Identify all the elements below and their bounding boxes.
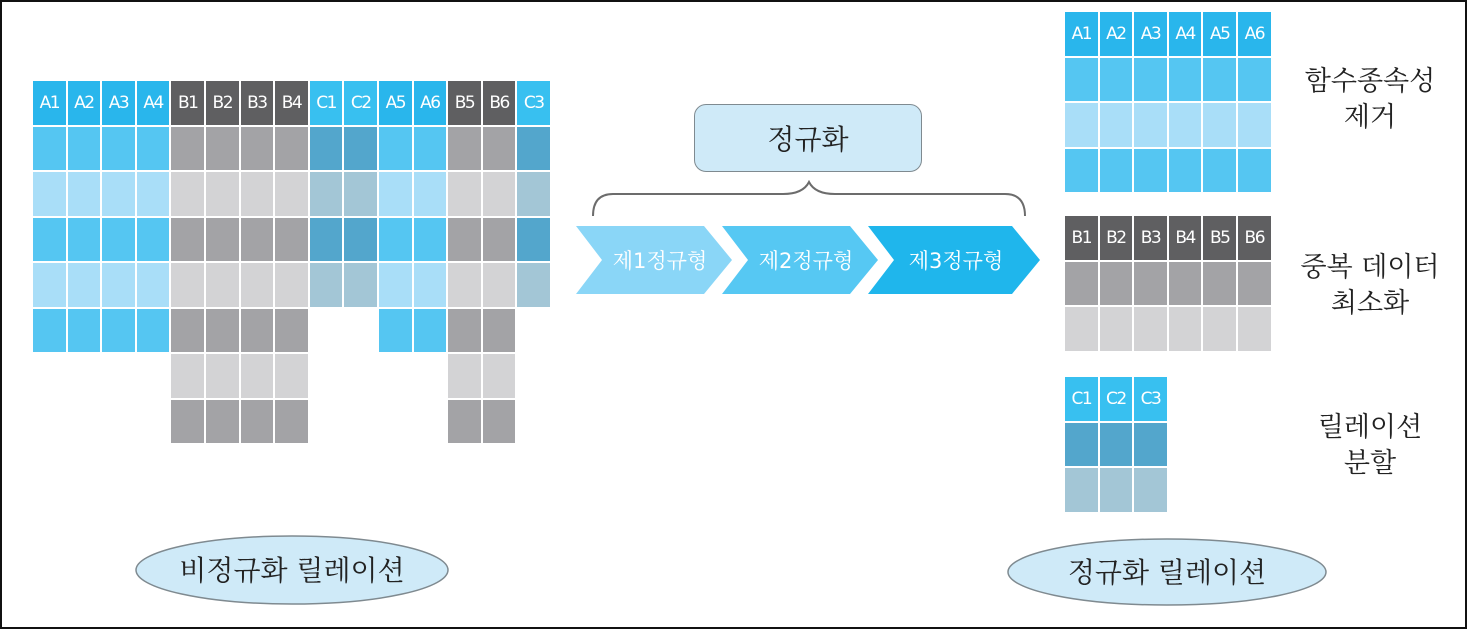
data-cell-a3-row-3 <box>102 218 135 262</box>
header-cell-b1: B1 <box>171 81 204 125</box>
table-b-label-line-2: 최소화 <box>1330 288 1410 319</box>
table-a-header-a3: A3 <box>1134 12 1167 56</box>
data-cell-a5-row-3 <box>379 218 412 262</box>
data-cell-b3-row-4 <box>241 263 274 307</box>
table-a-cell-a3-row-2 <box>1134 103 1167 147</box>
header-cell-c1: C1 <box>310 81 343 125</box>
header-cell-a1: A1 <box>33 81 66 125</box>
data-cell-b1-row-7 <box>171 400 204 444</box>
data-cell-b2-row-4 <box>206 263 239 307</box>
data-cell-b4-row-1 <box>275 127 308 171</box>
data-cell-c1-row-4 <box>310 263 343 307</box>
data-cell-c3-row-1 <box>517 127 550 171</box>
table-b-label <box>1280 250 1460 322</box>
table-a-header-a4: A4 <box>1169 12 1202 56</box>
table-a-cell-a2-row-2 <box>1100 103 1133 147</box>
table-b-cell-b3-row-1 <box>1134 262 1167 306</box>
table-b-cell-b4-row-2 <box>1169 307 1202 351</box>
normalized-table-b <box>1065 216 1269 352</box>
table-a-cell-a6-row-1 <box>1238 58 1271 102</box>
header-cell-a2: A2 <box>68 81 101 125</box>
data-cell-b3-row-2 <box>241 172 274 216</box>
table-a-cell-a2-row-1 <box>1100 58 1133 102</box>
data-cell-a1-row-2 <box>33 172 66 216</box>
table-c-label-line-1: 릴레이션 <box>1317 412 1423 443</box>
data-cell-a3-row-2 <box>102 172 135 216</box>
data-cell-a4-row-1 <box>137 127 170 171</box>
data-cell-b5-row-6 <box>448 354 481 398</box>
data-cell-a2-row-2 <box>68 172 101 216</box>
data-cell-b1-row-3 <box>171 218 204 262</box>
data-cell-c3-row-4 <box>517 263 550 307</box>
data-cell-a1-row-3 <box>33 218 66 262</box>
table-b-header-b2: B2 <box>1100 216 1133 260</box>
table-a-cell-a1-row-1 <box>1065 58 1098 102</box>
table-a-cell-a3-row-3 <box>1134 149 1167 193</box>
unnormalized-caption-text: 비정규화 릴레이션 <box>179 554 405 587</box>
step-2-label: 제2정규형 <box>758 249 854 273</box>
data-cell-a5-row-2 <box>379 172 412 216</box>
data-cell-b2-row-3 <box>206 218 239 262</box>
table-b-cell-b6-row-2 <box>1238 307 1271 351</box>
data-cell-a6-row-3 <box>414 218 447 262</box>
header-cell-b3: B3 <box>241 81 274 125</box>
data-cell-b2-row-7 <box>206 400 239 444</box>
table-a-cell-a6-row-3 <box>1238 149 1271 193</box>
data-cell-b6-row-5 <box>483 309 516 353</box>
normalization-title-box <box>694 104 922 172</box>
data-cell-a3-row-1 <box>102 127 135 171</box>
table-a-label-line-1: 함수종속성 <box>1304 66 1436 97</box>
data-cell-a3-row-4 <box>102 263 135 307</box>
data-cell-b6-row-7 <box>483 400 516 444</box>
data-cell-b2-row-6 <box>206 354 239 398</box>
data-cell-a4-row-2 <box>137 172 170 216</box>
data-cell-c3-row-2 <box>517 172 550 216</box>
data-cell-b1-row-5 <box>171 309 204 353</box>
data-cell-a5-row-4 <box>379 263 412 307</box>
data-cell-b4-row-7 <box>275 400 308 444</box>
data-cell-a6-row-2 <box>414 172 447 216</box>
table-b-cell-b2-row-2 <box>1100 307 1133 351</box>
header-cell-b5: B5 <box>448 81 481 125</box>
data-cell-b3-row-7 <box>241 400 274 444</box>
table-c-cell-c2-row-1 <box>1100 423 1133 467</box>
table-c-cell-c3-row-2 <box>1134 468 1167 512</box>
data-cell-b6-row-3 <box>483 218 516 262</box>
table-c-header-c3: C3 <box>1134 377 1167 421</box>
header-cell-c3: C3 <box>517 81 550 125</box>
data-cell-c2-row-3 <box>344 218 377 262</box>
data-cell-b4-row-2 <box>275 172 308 216</box>
data-cell-a2-row-5 <box>68 309 101 353</box>
data-cell-b2-row-5 <box>206 309 239 353</box>
table-a-cell-a5-row-3 <box>1203 149 1236 193</box>
data-cell-a4-row-3 <box>137 218 170 262</box>
header-cell-b4: B4 <box>275 81 308 125</box>
table-b-cell-b2-row-1 <box>1100 262 1133 306</box>
table-a-cell-a5-row-1 <box>1203 58 1236 102</box>
table-c-cell-c3-row-1 <box>1134 423 1167 467</box>
data-cell-b3-row-3 <box>241 218 274 262</box>
table-a-label-line-2: 제거 <box>1343 102 1397 133</box>
data-cell-b4-row-3 <box>275 218 308 262</box>
table-c-cell-c1-row-1 <box>1065 423 1098 467</box>
data-cell-b5-row-1 <box>448 127 481 171</box>
table-b-header-b3: B3 <box>1134 216 1167 260</box>
data-cell-a4-row-5 <box>137 309 170 353</box>
data-cell-b5-row-5 <box>448 309 481 353</box>
data-cell-b6-row-2 <box>483 172 516 216</box>
data-cell-b1-row-6 <box>171 354 204 398</box>
table-c-cell-c2-row-2 <box>1100 468 1133 512</box>
data-cell-c2-row-2 <box>344 172 377 216</box>
table-a-header-a1: A1 <box>1065 12 1098 56</box>
data-cell-b3-row-5 <box>241 309 274 353</box>
table-a-cell-a1-row-2 <box>1065 103 1098 147</box>
normalized-table-a <box>1065 12 1269 192</box>
curly-brace <box>587 180 1032 220</box>
header-cell-a4: A4 <box>137 81 170 125</box>
table-a-cell-a4-row-3 <box>1169 149 1202 193</box>
data-cell-c1-row-2 <box>310 172 343 216</box>
table-b-cell-b5-row-2 <box>1203 307 1236 351</box>
data-cell-a6-row-1 <box>414 127 447 171</box>
normalized-caption <box>1004 535 1330 609</box>
data-cell-b5-row-7 <box>448 400 481 444</box>
data-cell-a1-row-4 <box>33 263 66 307</box>
table-b-header-b6: B6 <box>1238 216 1271 260</box>
table-b-cell-b4-row-1 <box>1169 262 1202 306</box>
header-cell-b6: B6 <box>483 81 516 125</box>
table-a-cell-a3-row-1 <box>1134 58 1167 102</box>
data-cell-b1-row-1 <box>171 127 204 171</box>
data-cell-c1-row-3 <box>310 218 343 262</box>
data-cell-a3-row-5 <box>102 309 135 353</box>
table-c-cell-c1-row-2 <box>1065 468 1098 512</box>
data-cell-b2-row-1 <box>206 127 239 171</box>
table-a-header-a5: A5 <box>1203 12 1236 56</box>
table-a-header-a2: A2 <box>1100 12 1133 56</box>
data-cell-a2-row-4 <box>68 263 101 307</box>
table-b-cell-b6-row-1 <box>1238 262 1271 306</box>
data-cell-b6-row-1 <box>483 127 516 171</box>
table-a-cell-a6-row-2 <box>1238 103 1271 147</box>
data-cell-b4-row-4 <box>275 263 308 307</box>
data-cell-c2-row-1 <box>344 127 377 171</box>
table-b-cell-b1-row-2 <box>1065 307 1098 351</box>
table-c-header-c1: C1 <box>1065 377 1098 421</box>
table-b-header-b5: B5 <box>1203 216 1236 260</box>
table-b-label-line-1: 중복 데이터 <box>1300 252 1440 283</box>
data-cell-b5-row-3 <box>448 218 481 262</box>
unnormalized-caption <box>132 532 452 608</box>
table-a-cell-a4-row-1 <box>1169 58 1202 102</box>
data-cell-a4-row-4 <box>137 263 170 307</box>
data-cell-a5-row-5 <box>379 309 412 353</box>
step-3-label: 제3정규형 <box>908 249 1004 273</box>
data-cell-b3-row-6 <box>241 354 274 398</box>
table-c-label <box>1280 410 1460 482</box>
data-cell-b5-row-4 <box>448 263 481 307</box>
header-cell-a3: A3 <box>102 81 135 125</box>
table-a-cell-a5-row-2 <box>1203 103 1236 147</box>
table-a-header-a6: A6 <box>1238 12 1271 56</box>
data-cell-a1-row-1 <box>33 127 66 171</box>
table-b-header-b1: B1 <box>1065 216 1098 260</box>
data-cell-a6-row-4 <box>414 263 447 307</box>
data-cell-a1-row-5 <box>33 309 66 353</box>
header-cell-a5: A5 <box>379 81 412 125</box>
table-a-label <box>1280 64 1460 136</box>
data-cell-c1-row-1 <box>310 127 343 171</box>
table-b-cell-b5-row-1 <box>1203 262 1236 306</box>
table-b-header-b4: B4 <box>1169 216 1202 260</box>
header-cell-b2: B2 <box>206 81 239 125</box>
table-c-header-c2: C2 <box>1100 377 1133 421</box>
normal-form-steps <box>572 222 1052 302</box>
data-cell-c2-row-4 <box>344 263 377 307</box>
step-1-label: 제1정규형 <box>612 249 708 273</box>
header-cell-a6: A6 <box>414 81 447 125</box>
table-a-cell-a1-row-3 <box>1065 149 1098 193</box>
data-cell-a6-row-5 <box>414 309 447 353</box>
data-cell-b1-row-2 <box>171 172 204 216</box>
normalized-caption-text: 정규화 릴레이션 <box>1067 556 1267 589</box>
table-b-cell-b1-row-1 <box>1065 262 1098 306</box>
data-cell-a5-row-1 <box>379 127 412 171</box>
header-cell-c2: C2 <box>344 81 377 125</box>
data-cell-c3-row-3 <box>517 218 550 262</box>
data-cell-b3-row-1 <box>241 127 274 171</box>
data-cell-b5-row-2 <box>448 172 481 216</box>
data-cell-b6-row-4 <box>483 263 516 307</box>
data-cell-a2-row-1 <box>68 127 101 171</box>
table-b-cell-b3-row-2 <box>1134 307 1167 351</box>
data-cell-b2-row-2 <box>206 172 239 216</box>
normalization-title: 정규화 <box>767 123 849 156</box>
normalized-table-c <box>1065 377 1167 513</box>
unnormalized-relation-grid <box>33 81 552 445</box>
table-a-cell-a4-row-2 <box>1169 103 1202 147</box>
table-a-cell-a2-row-3 <box>1100 149 1133 193</box>
data-cell-a2-row-3 <box>68 218 101 262</box>
data-cell-b1-row-4 <box>171 263 204 307</box>
data-cell-b4-row-6 <box>275 354 308 398</box>
data-cell-b4-row-5 <box>275 309 308 353</box>
table-c-label-line-2: 분할 <box>1343 448 1397 479</box>
data-cell-b6-row-6 <box>483 354 516 398</box>
